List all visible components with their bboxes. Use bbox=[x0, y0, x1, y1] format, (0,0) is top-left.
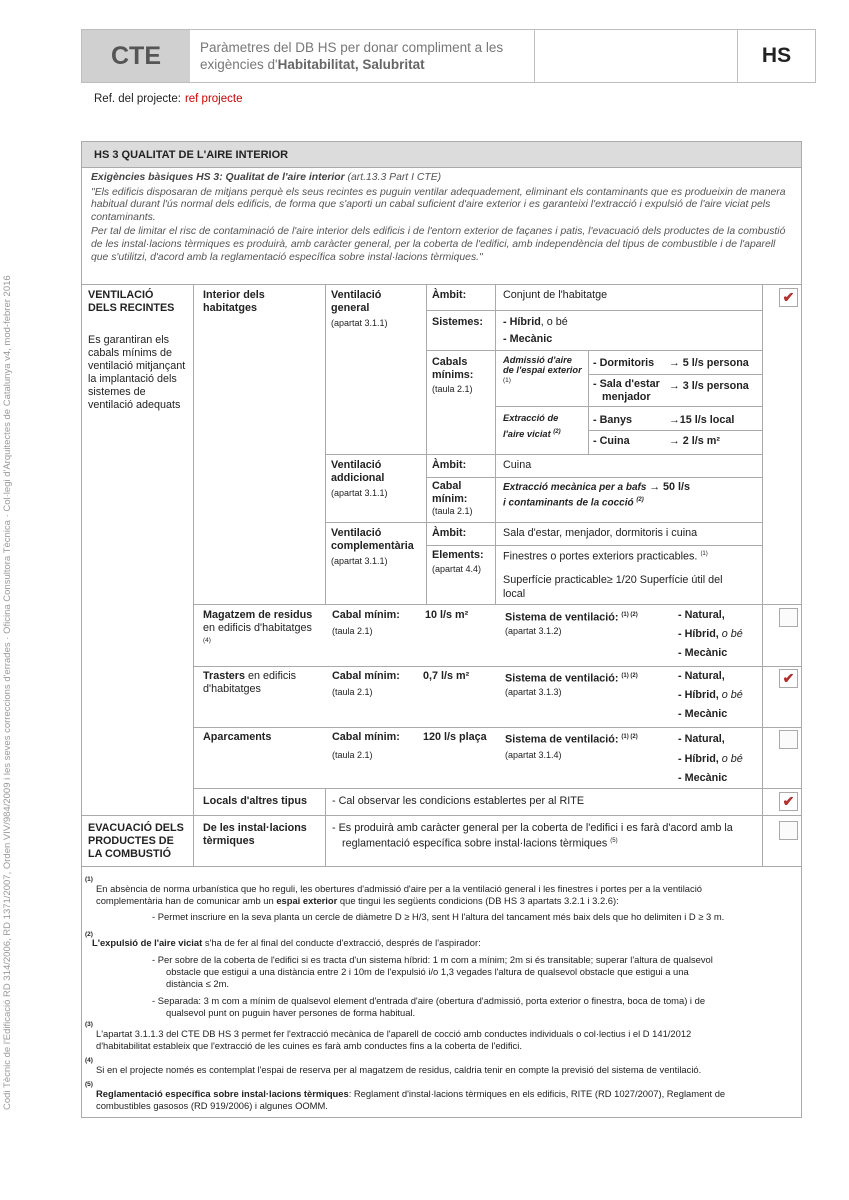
checkbox-instalacions[interactable] bbox=[779, 821, 798, 840]
apar-sistema-note: (1) (2) bbox=[621, 734, 638, 740]
note-2-bullet-2a: - Separada: 3 m com a mínim de qualsevol element d'entrada d'aire (obertura d'admissió, porta exterior o finestra, boca de toma) i de bbox=[152, 995, 706, 1006]
intro-heading-bold: Exigències bàsiques HS 3: Qualitat de l'aire interior bbox=[91, 172, 345, 183]
magatzem-1: Magatzem de residus bbox=[203, 609, 313, 621]
cte-logo: CTE bbox=[82, 30, 190, 82]
header-divider bbox=[534, 30, 535, 82]
h-vent-end-line bbox=[82, 815, 801, 816]
note-5-line-1 bbox=[96, 1088, 725, 1099]
note-2-bullet-1c: distància ≤ 2m. bbox=[166, 978, 229, 989]
va-extraccio-1 bbox=[503, 481, 690, 494]
document-title bbox=[200, 39, 610, 73]
vc-element-1-text: Finestres o portes exteriors practicables. bbox=[503, 550, 698, 563]
tras-sistema-note: (1) (2) bbox=[621, 673, 638, 679]
side-legal-text: Codi Tècnic de l'Edificació RD 314/2006, RD 1371/2007, Orden VIV/984/2009 i les seves correccions d'errades · Oficina Consultora Tècnica · Col·legi d'Arquitectes de Catalunya v4, mod-febrer 2016 bbox=[2, 275, 13, 1110]
apar-cabal-label: Cabal mínim: bbox=[332, 731, 400, 743]
checkbox-ventilacio-general[interactable]: ✔ bbox=[779, 288, 798, 307]
extraccio-2-text: l'aire viciat bbox=[503, 429, 551, 440]
cuina-value: → 2 l/s m² bbox=[669, 435, 721, 447]
vc-title-2: complementària bbox=[331, 540, 414, 552]
dormitoris-label: - Dormitoris bbox=[593, 357, 655, 369]
dormitoris-value: → 5 l/s persona bbox=[669, 357, 749, 369]
note-2-rest: s'ha de fer al final del conducte d'extracció, després de l'aspirador: bbox=[202, 937, 481, 948]
vent-title-2: DELS RECINTES bbox=[88, 302, 175, 314]
note-3-number: (3) bbox=[85, 1021, 93, 1028]
note-1-number: (1) bbox=[85, 876, 93, 883]
apar-sistema-ref: (apartat 3.1.4) bbox=[505, 750, 562, 760]
vg-title-1: Ventilació bbox=[331, 289, 382, 301]
h-apar-end-line bbox=[193, 788, 801, 789]
va-ambit-value: Cuina bbox=[503, 459, 532, 471]
title-line-1: Paràmetres del DB HS per donar compliment a les bbox=[200, 40, 504, 55]
mag-opt-hibrid-bold: - Híbrid, bbox=[678, 628, 719, 640]
mag-sistema-ref: (apartat 3.1.2) bbox=[505, 626, 562, 636]
cabal-label-2: mínim: bbox=[432, 493, 468, 505]
mag-sistema-note: (1) (2) bbox=[621, 612, 638, 618]
instal-termiques-1: De les instal·lacions bbox=[203, 822, 307, 834]
evacuacio-1: EVACUACIÓ DELS bbox=[88, 822, 184, 834]
tras-cabal-value: 0,7 l/s m² bbox=[423, 670, 470, 682]
hs3-section bbox=[81, 141, 802, 1118]
apar-opt-mecanic: - Mecànic bbox=[678, 772, 728, 784]
mag-opt-mecanic: - Mecànic bbox=[678, 647, 728, 659]
tras-opt-hibrid bbox=[678, 689, 743, 702]
locals-value: - Cal observar les condicions establertes per al RITE bbox=[332, 795, 585, 807]
locals-label: Locals d'altres tipus bbox=[203, 795, 307, 807]
elements-label: Elements: bbox=[432, 549, 484, 561]
checkbox-trasters[interactable]: ✔ bbox=[779, 669, 798, 688]
h-dorm-line bbox=[588, 374, 762, 375]
checkbox-aparcaments[interactable] bbox=[779, 730, 798, 749]
cuina-label: - Cuina bbox=[593, 435, 630, 447]
h-banys-line bbox=[588, 430, 762, 431]
instal-value-1: - Es produirà amb caràcter general per la coberta de l'edifici i es farà d'acord amb la bbox=[332, 822, 733, 834]
trasters-2: d'habitatges bbox=[203, 683, 261, 695]
vent-title-1: VENTILACIÓ bbox=[88, 289, 154, 301]
banys-label: - Banys bbox=[593, 414, 633, 426]
note-3-line-1: L'apartat 3.1.1.3 del CTE DB HS 3 permet fer l'extracció mecànica de l'aparell de cocció amb conductes individuals o col·lectius i el D 141/2012 bbox=[96, 1028, 692, 1039]
col-locals-divider bbox=[325, 788, 326, 866]
magatzem-2: en edificis d'habitatges bbox=[203, 622, 312, 634]
sistema-hibrid-or: , o bé bbox=[540, 316, 568, 328]
apar-opt-obe: o bé bbox=[718, 753, 743, 765]
note-2-line bbox=[92, 937, 481, 948]
col4-divider bbox=[495, 284, 496, 604]
sistema-mecanic: - Mecànic bbox=[503, 333, 553, 345]
trasters-1 bbox=[203, 670, 296, 683]
note-2-bullet-2b: qualsevol punt on puguin haver persones de forma habitual. bbox=[166, 1007, 416, 1018]
sistemes-label: Sistemes: bbox=[432, 316, 484, 328]
sala-value: → 3 l/s persona bbox=[669, 380, 749, 392]
tras-opt-natural: - Natural, bbox=[678, 670, 725, 682]
vg-ambit-value: Conjunt de l'habitatge bbox=[503, 289, 608, 301]
sala-label-1: - Sala d'estar bbox=[593, 378, 660, 390]
h-va-ambit-line bbox=[426, 477, 762, 478]
note-2-bullet-1b: obstacle que estigui a una distància entre 2 i 10m de l'expulsió i/o 1,3 vegades l'altura de qualsevol obstacle que estigui a una bbox=[166, 966, 689, 977]
tras-opt-obe: o bé bbox=[718, 689, 743, 701]
tras-opt-mecanic: - Mecànic bbox=[678, 708, 728, 720]
col-sub-divider bbox=[588, 350, 589, 454]
tras-sistema-ref: (apartat 3.1.3) bbox=[505, 687, 562, 697]
extraccio-note: (2) bbox=[553, 429, 561, 435]
vg-ambit-label: Àmbit: bbox=[432, 289, 467, 301]
apar-sistema-label bbox=[505, 731, 638, 747]
intro-heading-ref: (art.13.3 Part I CTE) bbox=[344, 172, 442, 183]
note-2-bold: L'expulsió de l'aire viciat bbox=[92, 937, 203, 948]
note-3-line-2: d'habitabilitat estableix que l'extracció de les cuines es farà amb conductes fins a la coberta de l'edifici. bbox=[96, 1040, 522, 1051]
apar-sistema-text: Sistema de ventilació: bbox=[505, 733, 619, 746]
sala-label-2: menjador bbox=[602, 391, 651, 403]
extraccio-2 bbox=[503, 427, 561, 440]
col2-divider bbox=[325, 284, 326, 604]
evacuacio-3: LA COMBUSTIÓ bbox=[88, 848, 171, 860]
vent-desc-1: Es garantiran els bbox=[88, 334, 170, 346]
vc-element-1-note: (1) bbox=[700, 551, 708, 557]
note-1-bold: espai exterior bbox=[276, 895, 338, 906]
col3-divider bbox=[426, 284, 427, 604]
h-sistemes-line bbox=[426, 350, 762, 351]
vc-element-2b: local bbox=[503, 588, 526, 600]
title-prefix: exigències d' bbox=[200, 57, 278, 72]
h-table-end-line bbox=[82, 866, 801, 867]
title-line-2 bbox=[200, 56, 610, 73]
vc-ambit-label: Àmbit: bbox=[432, 527, 467, 539]
title-bold: Habitabilitat, Salubritat bbox=[277, 57, 425, 72]
vc-element-2a: Superfície practicable≥ 1/20 Superfície útil del bbox=[503, 574, 723, 586]
h-mag-end-line bbox=[193, 666, 801, 667]
vent-desc-4: la implantació dels bbox=[88, 373, 177, 385]
note-5-line-2: combustibles gasosos (RD 919/2006) i algunes OOMM. bbox=[96, 1100, 328, 1111]
vent-desc-5: sistemes de bbox=[88, 386, 146, 398]
note-5-rest: : Reglament d'instal·lacions tèrmiques en els edificis, RITE (RD 1027/2007), Reglament de bbox=[348, 1088, 726, 1099]
vc-element-1 bbox=[503, 548, 708, 564]
vc-ambit-value: Sala d'estar, menjador, dormitoris i cuina bbox=[503, 527, 698, 539]
h-tras-end-line bbox=[193, 727, 801, 728]
note-2-bullet-1a: - Per sobre de la coberta de l'edifici si es tracta d'un sistema híbrid: 1 m com a mínim; 2m si és transitable; superar l'altura de qualsevol bbox=[152, 954, 713, 965]
ref-value[interactable]: ref projecte bbox=[184, 93, 243, 105]
note-5-number: (5) bbox=[85, 1081, 93, 1088]
note-1-line-1: En absència de norma urbanística que ho reguli, les obertures d'admissió d'aire per a la ventilació general i les finestres i portes per a la ventilació bbox=[96, 883, 702, 894]
banys-value: →15 l/s local bbox=[669, 414, 735, 426]
section-title: HS 3 QUALITAT DE L'AIRE INTERIOR bbox=[82, 142, 801, 168]
va-title-1: Ventilació bbox=[331, 459, 382, 471]
intro-text bbox=[91, 172, 795, 266]
note-1-bullet: - Permet inscriure en la seva planta un cercle de diàmetre D ≥ H/3, sent H l'altura del tancament més baix dels que ho delimiten i D ≥ 3 m. bbox=[152, 911, 725, 922]
checkbox-locals[interactable]: ✔ bbox=[779, 792, 798, 811]
vc-ref: (apartat 3.1.1) bbox=[331, 556, 388, 566]
note-1-line-2 bbox=[96, 895, 619, 906]
mag-sistema-label bbox=[505, 609, 638, 625]
va-extraccio-value: → 50 l/s bbox=[649, 481, 691, 493]
magatzem-note: (4) bbox=[203, 637, 211, 644]
h-va-end-line bbox=[325, 522, 762, 523]
h-ambit-line bbox=[426, 310, 762, 311]
note-2-number: (2) bbox=[85, 931, 93, 938]
h-cabals-line bbox=[495, 406, 762, 407]
h-vg-end-line bbox=[325, 454, 762, 455]
ref-label: Ref. del projecte: bbox=[94, 93, 181, 105]
admissio-1: Admissió d'aire bbox=[503, 355, 572, 365]
instal-termiques-2: tèrmiques bbox=[203, 835, 255, 847]
note-1-post: que tingui les següents condicions (DB HS 3 apartats 3.2.1 i 3.2.6): bbox=[337, 895, 619, 906]
intro-paragraph-2: Per tal de limitar el risc de contaminació de l'aire interior dels edificis i de l'entorn exterior de façanes i patis, l'evacuació dels productes de la combustió de les instal·lacions tèrmiques es produirà, amb caràcter general, per la coberta de l'edifici, amb independència del tipus de combustible i de l'aparell que s'utilitzi, d'acord amb la reglamentació específica sobre instal·lacions tèrmiques." bbox=[91, 226, 786, 263]
vg-title-2: general bbox=[331, 302, 370, 314]
va-extraccio-2-text: i contaminants de la cocció bbox=[503, 497, 634, 509]
interior-habitatges-2: habitatges bbox=[203, 302, 257, 314]
tras-cabal-label: Cabal mínim: bbox=[332, 670, 400, 682]
trasters-rest: en edificis bbox=[245, 670, 297, 682]
apar-cabal-value: 120 l/s plaça bbox=[423, 731, 487, 743]
sistema-hibrid bbox=[503, 316, 568, 329]
note-5-bold: Reglamentació específica sobre instal·lacions tèrmiques bbox=[96, 1088, 349, 1099]
tras-opt-hibrid-bold: - Híbrid, bbox=[678, 689, 719, 701]
cabals-label-2: mínims: bbox=[432, 369, 474, 381]
intro-heading bbox=[91, 172, 795, 185]
cabals-label-1: Cabals bbox=[432, 356, 468, 368]
apar-taula: (taula 2.1) bbox=[332, 750, 373, 760]
aparcaments: Aparcaments bbox=[203, 731, 272, 743]
mag-opt-natural: - Natural, bbox=[678, 609, 725, 621]
h-vc-ambit-line bbox=[426, 545, 762, 546]
elements-ref: (apartat 4.4) bbox=[432, 564, 482, 574]
va-ambit-label: Àmbit: bbox=[432, 459, 467, 471]
cabal-ref: (taula 2.1) bbox=[432, 506, 473, 516]
col1-divider bbox=[193, 284, 194, 866]
apar-opt-hibrid bbox=[678, 753, 743, 766]
note-1-pre: complementària han de comunicar amb un bbox=[96, 895, 277, 906]
apar-opt-hibrid-bold: - Híbrid, bbox=[678, 753, 719, 765]
sistema-hibrid-bold: - Híbrid bbox=[503, 316, 541, 328]
tras-sistema-text: Sistema de ventilació: bbox=[505, 672, 619, 685]
mag-cabal-value: 10 l/s m² bbox=[425, 609, 469, 621]
mag-taula: (taula 2.1) bbox=[332, 626, 373, 636]
apar-opt-natural: - Natural, bbox=[678, 733, 725, 745]
mag-opt-hibrid bbox=[678, 628, 743, 641]
tras-taula: (taula 2.1) bbox=[332, 687, 373, 697]
mag-opt-obe: o bé bbox=[718, 628, 743, 640]
document-header bbox=[81, 29, 816, 83]
vg-ref: (apartat 3.1.1) bbox=[331, 318, 388, 328]
intro-paragraph-1: "Els edificis disposaran de mitjans perquè els seus recintes es puguin ventilar adequadement, eliminant els contaminants que es produeixin de manera habitual durant l'ús normal dels edificis, de forma que s'aporti un cabal suficient d'aire exterior i es garanteixi l'extracció i expulsió de l'aire viciat pels contaminants. bbox=[91, 186, 786, 223]
instal-value-2-text: reglamentació específica sobre instal·lacions tèrmiques bbox=[342, 837, 608, 850]
h-interior-end-line bbox=[193, 604, 801, 605]
admissio-2: de l'espai exterior bbox=[503, 365, 582, 375]
cabals-ref: (taula 2.1) bbox=[432, 384, 473, 394]
mag-cabal-label: Cabal mínim: bbox=[332, 609, 400, 621]
vc-title-1: Ventilació bbox=[331, 527, 382, 539]
trasters-bold: Trasters bbox=[203, 670, 246, 682]
interior-habitatges-1: Interior dels bbox=[203, 289, 265, 301]
vent-desc-6: ventilació adequats bbox=[88, 399, 181, 411]
vent-desc-2: cabals mínims de bbox=[88, 347, 173, 359]
chk-col-divider bbox=[762, 284, 763, 866]
table-top-line bbox=[82, 284, 801, 285]
section-code: HS bbox=[737, 30, 815, 82]
instal-note: (5) bbox=[610, 838, 618, 844]
note-4-line: Si en el projecte només es contemplat l'espai de reserva per al magatzem de residus, caldria tenir en compte la previsió del sistema de ventilació. bbox=[96, 1064, 702, 1075]
project-reference bbox=[94, 93, 242, 105]
va-extraccio-note: (2) bbox=[636, 497, 644, 503]
instal-value-2 bbox=[342, 835, 618, 851]
va-extraccio-2 bbox=[503, 494, 644, 509]
mag-sistema-text: Sistema de ventilació: bbox=[505, 611, 619, 624]
va-ref: (apartat 3.1.1) bbox=[331, 488, 388, 498]
va-extraccio-1-text: Extracció mecànica per a bafs bbox=[503, 482, 647, 493]
vent-desc-3: ventilació mitjançant bbox=[88, 360, 186, 372]
va-title-2: addicional bbox=[331, 472, 385, 484]
note-4-number: (4) bbox=[85, 1057, 93, 1064]
checkbox-magatzem[interactable] bbox=[779, 608, 798, 627]
admissio-note: (1) bbox=[503, 377, 511, 384]
tras-sistema-label bbox=[505, 670, 638, 686]
extraccio-1: Extracció de bbox=[503, 413, 559, 423]
cabal-label-1: Cabal bbox=[432, 480, 462, 492]
evacuacio-2: PRODUCTES DE bbox=[88, 835, 174, 847]
